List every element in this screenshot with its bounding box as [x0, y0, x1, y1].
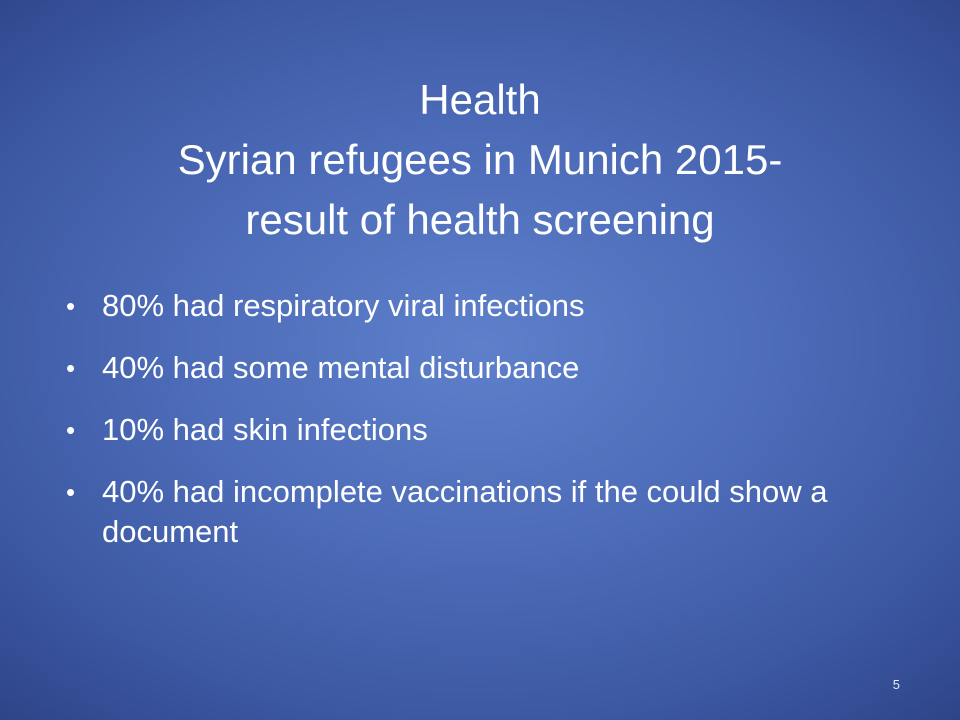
title-line-2: Syrian refugees in Munich 2015- [177, 136, 783, 183]
bullet-icon: • [66, 353, 76, 383]
bullet-item [66, 410, 906, 450]
bullet-item [66, 472, 906, 552]
slide-title [60, 70, 900, 250]
title-line-1: Health [419, 76, 541, 123]
slide-number: 5 [892, 677, 900, 692]
bullet-icon: • [66, 477, 76, 507]
bullet-icon: • [66, 415, 76, 445]
bullet-text: 40% had some mental disturbance [102, 350, 580, 385]
bullet-text: 40% had incomplete vaccinations if the could show a document [102, 474, 828, 549]
title-line-3: result of health screening [245, 196, 715, 243]
bullet-text: 80% had respiratory viral infections [102, 288, 585, 323]
bullet-item [66, 348, 906, 388]
bullet-icon: • [66, 291, 76, 321]
bullet-text: 10% had skin infections [102, 412, 428, 447]
bullet-item [66, 286, 906, 326]
bullet-list [66, 286, 906, 574]
